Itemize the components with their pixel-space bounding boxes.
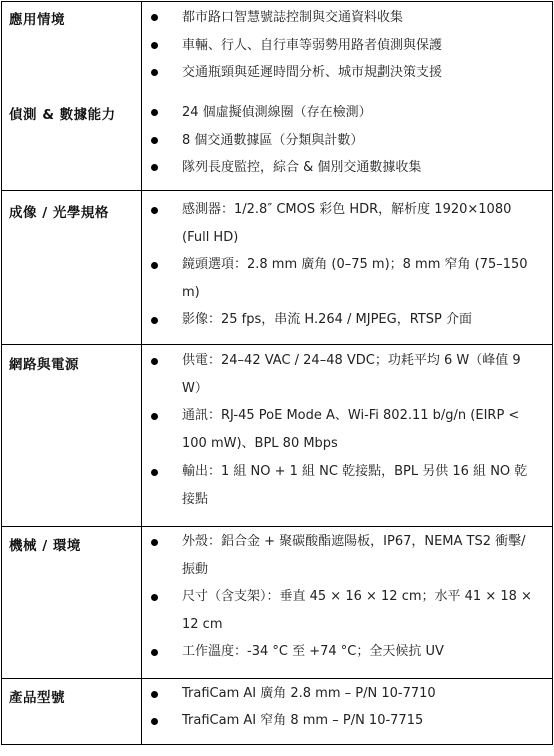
bullet-icon xyxy=(151,262,158,269)
bullet-icon xyxy=(151,718,158,725)
bullet-icon xyxy=(151,42,158,49)
spec-row-imaging xyxy=(2,190,552,345)
bullet-icon xyxy=(151,539,158,546)
row-label: 偵測 & 數據能力 xyxy=(9,107,116,123)
spec-row-detection xyxy=(2,94,552,190)
row-item: TrafiCam AI 窄角 8 mm – P/N 10-7715 xyxy=(182,713,424,728)
spec-row-network-power xyxy=(2,344,552,527)
row-item: 8 個交通數據區（分類與計數） xyxy=(182,133,364,148)
row-item: 都市路口智慧號誌控制與交通資料收集 xyxy=(182,10,404,25)
bullet-icon xyxy=(151,317,158,324)
bullet-icon xyxy=(151,14,158,21)
bullet-icon xyxy=(151,691,158,698)
row-item: 隊列長度監控，綜合 & 個別交通數據收集 xyxy=(182,160,422,175)
row-label: 機械 / 環境 xyxy=(9,538,81,554)
bullet-icon xyxy=(151,69,158,76)
bullet-icon xyxy=(151,109,158,116)
bullet-icon xyxy=(151,137,158,144)
bullet-icon xyxy=(151,164,158,171)
row-item: 輸出：1 組 NO + 1 組 NC 乾接點，BPL 另供 16 組 NO 乾接點 xyxy=(182,464,528,507)
spec-row-application xyxy=(2,2,552,94)
row-item: 交通瓶頸與延遲時間分析、城市規劃決策支援 xyxy=(182,65,443,80)
row-label: 成像 / 光學規格 xyxy=(9,205,109,221)
row-item: 影像：25 fps，串流 H.264 / MJPEG，RTSP 介面 xyxy=(182,312,472,327)
row-item: 工作溫度：-34 °C 至 +74 °C；全天候抗 UV xyxy=(182,644,444,659)
spec-row-mechanical xyxy=(2,526,552,679)
row-item: 鏡頭選項：2.8 mm 廣角 (0–75 m)；8 mm 窄角 (75–150 m) xyxy=(182,257,528,300)
row-label: 產品型號 xyxy=(9,690,65,706)
row-item: 供電：24–42 VAC / 24–48 VDC；功耗平均 6 W（峰值 9 W） xyxy=(182,353,521,396)
row-item: 24 個虛擬偵測線圈（存在檢測） xyxy=(182,105,372,120)
row-label: 應用情境 xyxy=(9,12,65,28)
bullet-icon xyxy=(151,207,158,214)
bullet-icon xyxy=(151,469,158,476)
bullet-icon xyxy=(151,649,158,656)
row-item: 外殼：鋁合金 + 聚碳酸酯遮陽板，IP67，NEMA TS2 衝擊/振動 xyxy=(182,534,526,577)
row-item: 通訊：RJ-45 PoE Mode A、Wi-Fi 802.11 b/g/n (EIRP < 100 mW)、BPL 80 Mbps xyxy=(182,408,520,451)
spec-table xyxy=(1,1,553,745)
row-item: 車輛、行人、自行車等弱勢用路者偵測與保護 xyxy=(182,38,443,53)
bullet-icon xyxy=(151,594,158,601)
row-label: 網路與電源 xyxy=(9,357,79,373)
bullet-icon xyxy=(151,358,158,365)
row-item: 尺寸（含支架）：垂直 45 × 16 × 12 cm；水平 41 × 18 × 12 cm xyxy=(182,589,532,632)
row-item: 感測器：1/2.8″ CMOS 彩色 HDR，解析度 1920×1080 (Full HD) xyxy=(182,202,512,245)
row-item: TrafiCam AI 廣角 2.8 mm – P/N 10-7710 xyxy=(182,686,436,701)
spec-row-models xyxy=(2,678,552,745)
bullet-icon xyxy=(151,413,158,420)
